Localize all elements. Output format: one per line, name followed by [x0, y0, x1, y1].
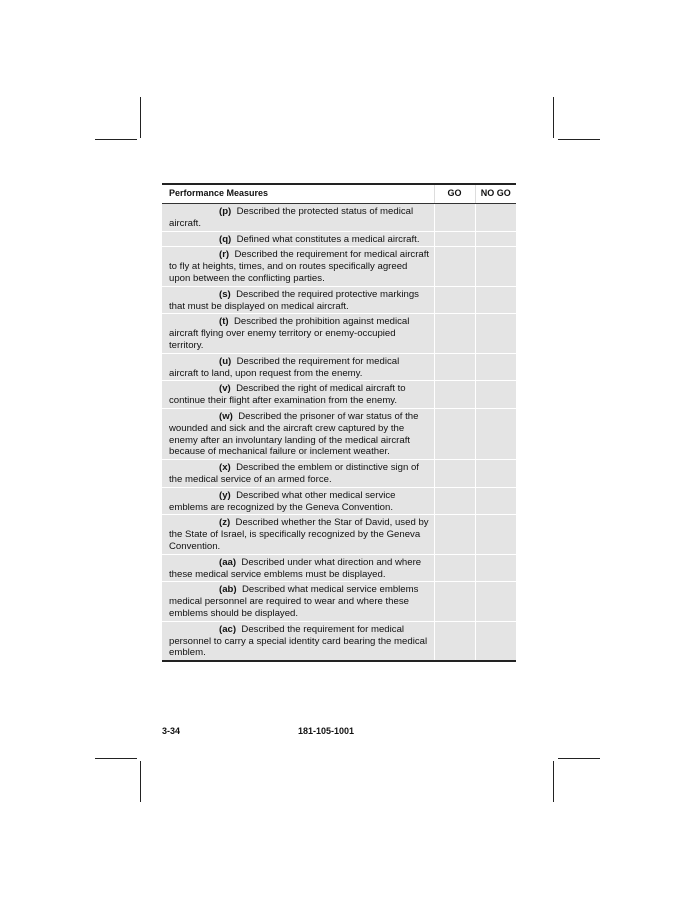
measure-letter: (v) [219, 383, 231, 395]
go-cell[interactable] [434, 515, 475, 554]
nogo-cell[interactable] [475, 487, 516, 515]
measure-text: Described the requirement for medical personnel to carry a special identity card bearing the medical emblem. [169, 623, 428, 659]
measure-text: Described the right of medical aircraft to continue their flight after examination from the enemy. [169, 383, 406, 407]
measure-letter: (ac) [219, 623, 237, 635]
measure-description [162, 460, 434, 488]
go-cell[interactable] [434, 381, 475, 409]
nogo-cell[interactable] [475, 554, 516, 582]
performance-measures-table [162, 183, 516, 662]
nogo-cell[interactable] [475, 381, 516, 409]
nogo-cell[interactable] [475, 204, 516, 232]
table-row [162, 515, 516, 554]
go-cell[interactable] [434, 408, 475, 459]
nogo-cell[interactable] [475, 582, 516, 621]
table-row [162, 247, 516, 286]
measure-letter: (y) [219, 489, 231, 501]
measure-description [162, 621, 434, 661]
table-row [162, 286, 516, 314]
measure-text: Described the emblem or distinctive sign of the medical service of an armed force. [169, 462, 419, 485]
measure-letter: (t) [219, 316, 229, 328]
measure-description [162, 231, 434, 247]
measure-letter: (p) [219, 206, 232, 217]
table-row [162, 204, 516, 232]
measure-text: Described the protected status of medical aircraft. [169, 206, 414, 229]
measure-letter: (s) [219, 288, 231, 300]
table-row [162, 582, 516, 621]
table-row [162, 554, 516, 582]
measure-description [162, 314, 434, 353]
table-row [162, 314, 516, 353]
table-header-row [162, 184, 516, 204]
nogo-cell[interactable] [475, 460, 516, 488]
go-cell[interactable] [434, 554, 475, 582]
go-cell[interactable] [434, 460, 475, 488]
table-row [162, 487, 516, 515]
nogo-header: NO GO [475, 184, 516, 204]
measure-description [162, 204, 434, 232]
nogo-cell[interactable] [475, 408, 516, 459]
measure-letter: (x) [219, 462, 231, 474]
table-row [162, 381, 516, 409]
crop-mark [140, 761, 141, 802]
measure-letter: (r) [219, 249, 230, 261]
measure-text: Described the required protective markings that must be displayed on medical aircraft. [169, 288, 419, 312]
measure-description [162, 554, 434, 582]
crop-mark [553, 761, 554, 802]
crop-mark [553, 97, 554, 138]
measure-letter: (ab) [219, 584, 237, 596]
table-row [162, 231, 516, 247]
nogo-cell[interactable] [475, 621, 516, 661]
crop-mark [95, 139, 137, 140]
measure-description [162, 247, 434, 286]
crop-mark [558, 758, 600, 759]
measure-text: Described what other medical service emblems are recognized by the Geneva Convention. [169, 489, 396, 513]
nogo-cell[interactable] [475, 353, 516, 381]
go-cell[interactable] [434, 487, 475, 515]
go-cell[interactable] [434, 247, 475, 286]
measure-text: Described what medical service emblems medical personnel are required to wear and where these emblems should be displayed. [169, 584, 419, 619]
measure-text: Described the requirement for medical aircraft to land, upon request from the enemy. [169, 355, 400, 379]
go-cell[interactable] [434, 621, 475, 661]
go-cell[interactable] [434, 582, 475, 621]
go-cell[interactable] [434, 286, 475, 314]
table-row [162, 408, 516, 459]
measure-description [162, 286, 434, 314]
crop-mark [140, 97, 141, 138]
measure-description [162, 487, 434, 515]
crop-mark [558, 139, 600, 140]
page-number: 3-34 [162, 726, 181, 736]
table-row [162, 353, 516, 381]
nogo-cell[interactable] [475, 314, 516, 353]
measure-letter: (aa) [219, 556, 237, 568]
measure-letter: (u) [219, 355, 232, 367]
go-cell[interactable] [434, 204, 475, 232]
measure-text: Described the prisoner of war status of the wounded and sick and the aircraft crew captured by the enemy after an involuntary landing of the medical aircraft because of mechanical failure or inclement weather. [169, 410, 419, 458]
nogo-cell[interactable] [475, 286, 516, 314]
nogo-cell[interactable] [475, 247, 516, 286]
measure-description [162, 582, 434, 621]
measure-text: Described the requirement for medical aircraft to fly at heights, times, and on routes specifically agreed upon between the conflicting parties. [169, 249, 430, 284]
go-cell[interactable] [434, 353, 475, 381]
measure-description [162, 515, 434, 554]
measure-text: Described the prohibition against medical aircraft flying over enemy territory or enemy-occupied territory. [169, 316, 410, 351]
nogo-cell[interactable] [475, 231, 516, 247]
measure-text: Defined what constitutes a medical aircraft. [236, 233, 420, 245]
measure-letter: (q) [219, 233, 232, 245]
measure-letter: (w) [219, 410, 233, 422]
go-cell[interactable] [434, 231, 475, 247]
crop-mark [95, 758, 137, 759]
measure-letter: (z) [219, 517, 231, 529]
document-number: 181-105-1001 [298, 726, 355, 736]
measure-text: Described under what direction and where these medical service emblems must be displayed. [169, 556, 422, 580]
measure-description [162, 381, 434, 409]
table-row [162, 460, 516, 488]
measure-description [162, 353, 434, 381]
table-row [162, 621, 516, 661]
go-cell[interactable] [434, 314, 475, 353]
nogo-cell[interactable] [475, 515, 516, 554]
measure-description [162, 408, 434, 459]
go-header: GO [434, 184, 475, 204]
performance-measures-header: Performance Measures [162, 184, 434, 204]
measure-text: Described whether the Star of David, used by the State of Israel, is specifically recognized by the Geneva Convention. [169, 517, 429, 552]
